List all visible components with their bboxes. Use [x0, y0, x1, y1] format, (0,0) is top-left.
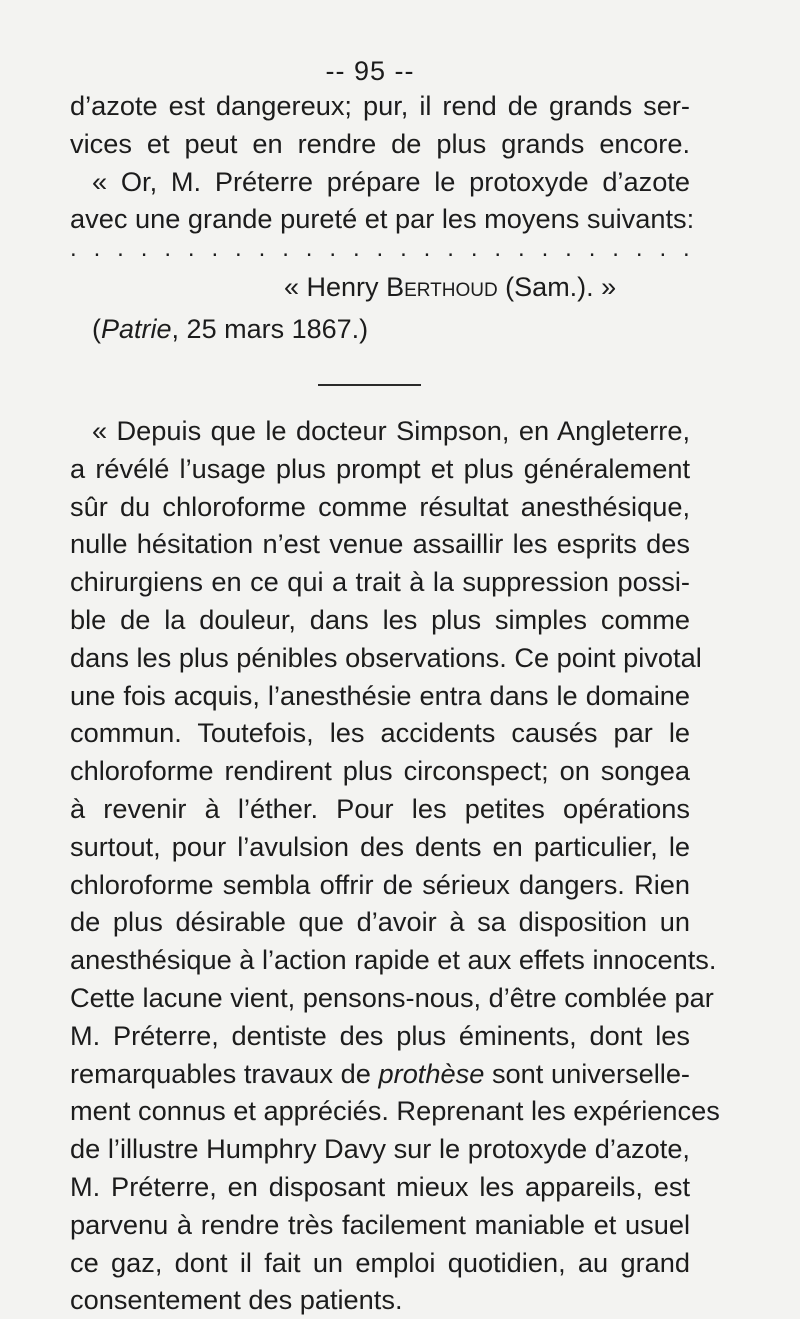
- source-date: , 25 mars 1867.): [171, 314, 369, 344]
- ellipsis-dot: .: [635, 235, 643, 262]
- text-line: parvenu à rendre très facilement maniable et usuel: [70, 1208, 690, 1240]
- ellipsis-dot: .: [140, 235, 148, 262]
- text-line: chirurgiens en ce qui a trait à la suppression possi-: [70, 566, 690, 598]
- ellipsis-dot: .: [164, 235, 171, 262]
- source-citation: [92, 314, 368, 345]
- ellipsis-dot: .: [93, 235, 101, 262]
- text-line: chloroforme sembla offrir de sérieux dangers. Rien: [70, 868, 690, 900]
- ellipsis-dot: .: [470, 235, 478, 262]
- text-line: dans les plus pénibles observations. Ce point pivotal: [70, 641, 702, 673]
- text-line: de plus désirable que d’avoir à sa disposition un: [70, 906, 690, 938]
- text-line: « Or, M. Préterre prépare le protoxyde d’azote: [92, 165, 690, 197]
- italic-word: prothèse: [378, 1057, 485, 1089]
- text-line: une fois acquis, l’anesthésie entra dans le domaine: [70, 679, 690, 711]
- ellipsis-dot: .: [517, 235, 525, 262]
- text-line: consentement des patients.: [70, 1284, 403, 1316]
- main-paragraph: [70, 412, 720, 1319]
- ellipsis-dot: .: [565, 235, 572, 262]
- text-line: M. Préterre, dentiste des plus éminents, dont les: [70, 1019, 690, 1051]
- signature-first-name: Henry: [306, 272, 387, 302]
- ellipsis-dot: .: [352, 235, 360, 262]
- ellipsis-row: [70, 234, 690, 264]
- signature-open-quote: «: [284, 272, 307, 302]
- text-line: commun. Toutefois, les accidents causés par le: [70, 717, 690, 749]
- ellipsis-dot: .: [211, 235, 219, 262]
- ellipsis-dot: .: [187, 235, 195, 262]
- text-line: de l’illustre Humphry Davy sur le protoxyde d’azote,: [70, 1133, 690, 1165]
- text-line: sûr du chloroforme comme résultat anesthésique,: [70, 490, 690, 522]
- text-line: Cette lacune vient, pensons-nous, d’être comblée par: [70, 981, 714, 1013]
- signature-line: [284, 272, 616, 303]
- ellipsis-dot: .: [541, 235, 549, 262]
- ellipsis-dot: .: [423, 235, 431, 262]
- signature-suffix: (Sam.). »: [497, 272, 617, 302]
- signature-surname: Berthoud: [386, 272, 498, 302]
- ellipsis-dot: .: [400, 235, 407, 262]
- text-line: « Depuis que le docteur Simpson, en Angleterre,: [92, 415, 690, 446]
- ellipsis-dot: .: [588, 235, 596, 262]
- ellipsis-dot: .: [447, 235, 454, 262]
- ellipsis-dot: .: [494, 235, 502, 262]
- ellipsis-dot: .: [70, 235, 77, 262]
- text-line: ment connus et appréciés. Reprenant les expériences: [70, 1095, 720, 1127]
- text-line: vices et peut en rendre de plus grands encore.: [70, 127, 690, 159]
- text-line: a révélé l’usage plus prompt et plus généralement: [70, 452, 690, 484]
- text-fragment: remarquables travaux de: [70, 1057, 379, 1089]
- text-line: ble de la douleur, dans les plus simples comme: [70, 603, 690, 635]
- ellipsis-dot: .: [235, 235, 242, 262]
- source-open: (: [92, 314, 101, 344]
- ellipsis-dot: .: [305, 235, 313, 262]
- source-publication: Patrie: [101, 314, 172, 344]
- ellipsis-dot: .: [329, 235, 337, 262]
- ellipsis-dot: .: [117, 235, 124, 262]
- page-number: -- 95 --: [325, 56, 415, 86]
- section-divider: [318, 384, 421, 386]
- ellipsis-dot: .: [612, 235, 619, 262]
- text-fragment: sont universelle-: [484, 1057, 690, 1089]
- ellipsis-dot: .: [683, 235, 690, 262]
- ellipsis-dot: .: [258, 235, 266, 262]
- text-line: avec une grande pureté et par les moyens suivants:: [70, 203, 695, 235]
- text-line: d’azote est dangereux; pur, il rend de grands ser-: [70, 90, 690, 121]
- text-line: nulle hésitation n’est venue assaillir les esprits des: [70, 528, 690, 560]
- ellipsis-dot: .: [282, 235, 289, 262]
- text-line-with-italic: [70, 1055, 690, 1093]
- ellipsis-dot: .: [376, 235, 384, 262]
- text-line: anesthésique à l’action rapide et aux effets innocents.: [70, 944, 717, 976]
- text-line: M. Préterre, en disposant mieux les appareils, est: [70, 1170, 690, 1202]
- text-line: chloroforme rendirent plus circonspect; on songea: [70, 755, 690, 787]
- text-line: à revenir à l’éther. Pour les petites opérations: [70, 792, 690, 824]
- top-paragraph: [70, 87, 695, 238]
- ellipsis-dot: .: [659, 235, 667, 262]
- text-line: ce gaz, dont il fait un emploi quotidien, au grand: [70, 1246, 690, 1278]
- text-line: surtout, pour l’avulsion des dents en particulier, le: [70, 830, 690, 862]
